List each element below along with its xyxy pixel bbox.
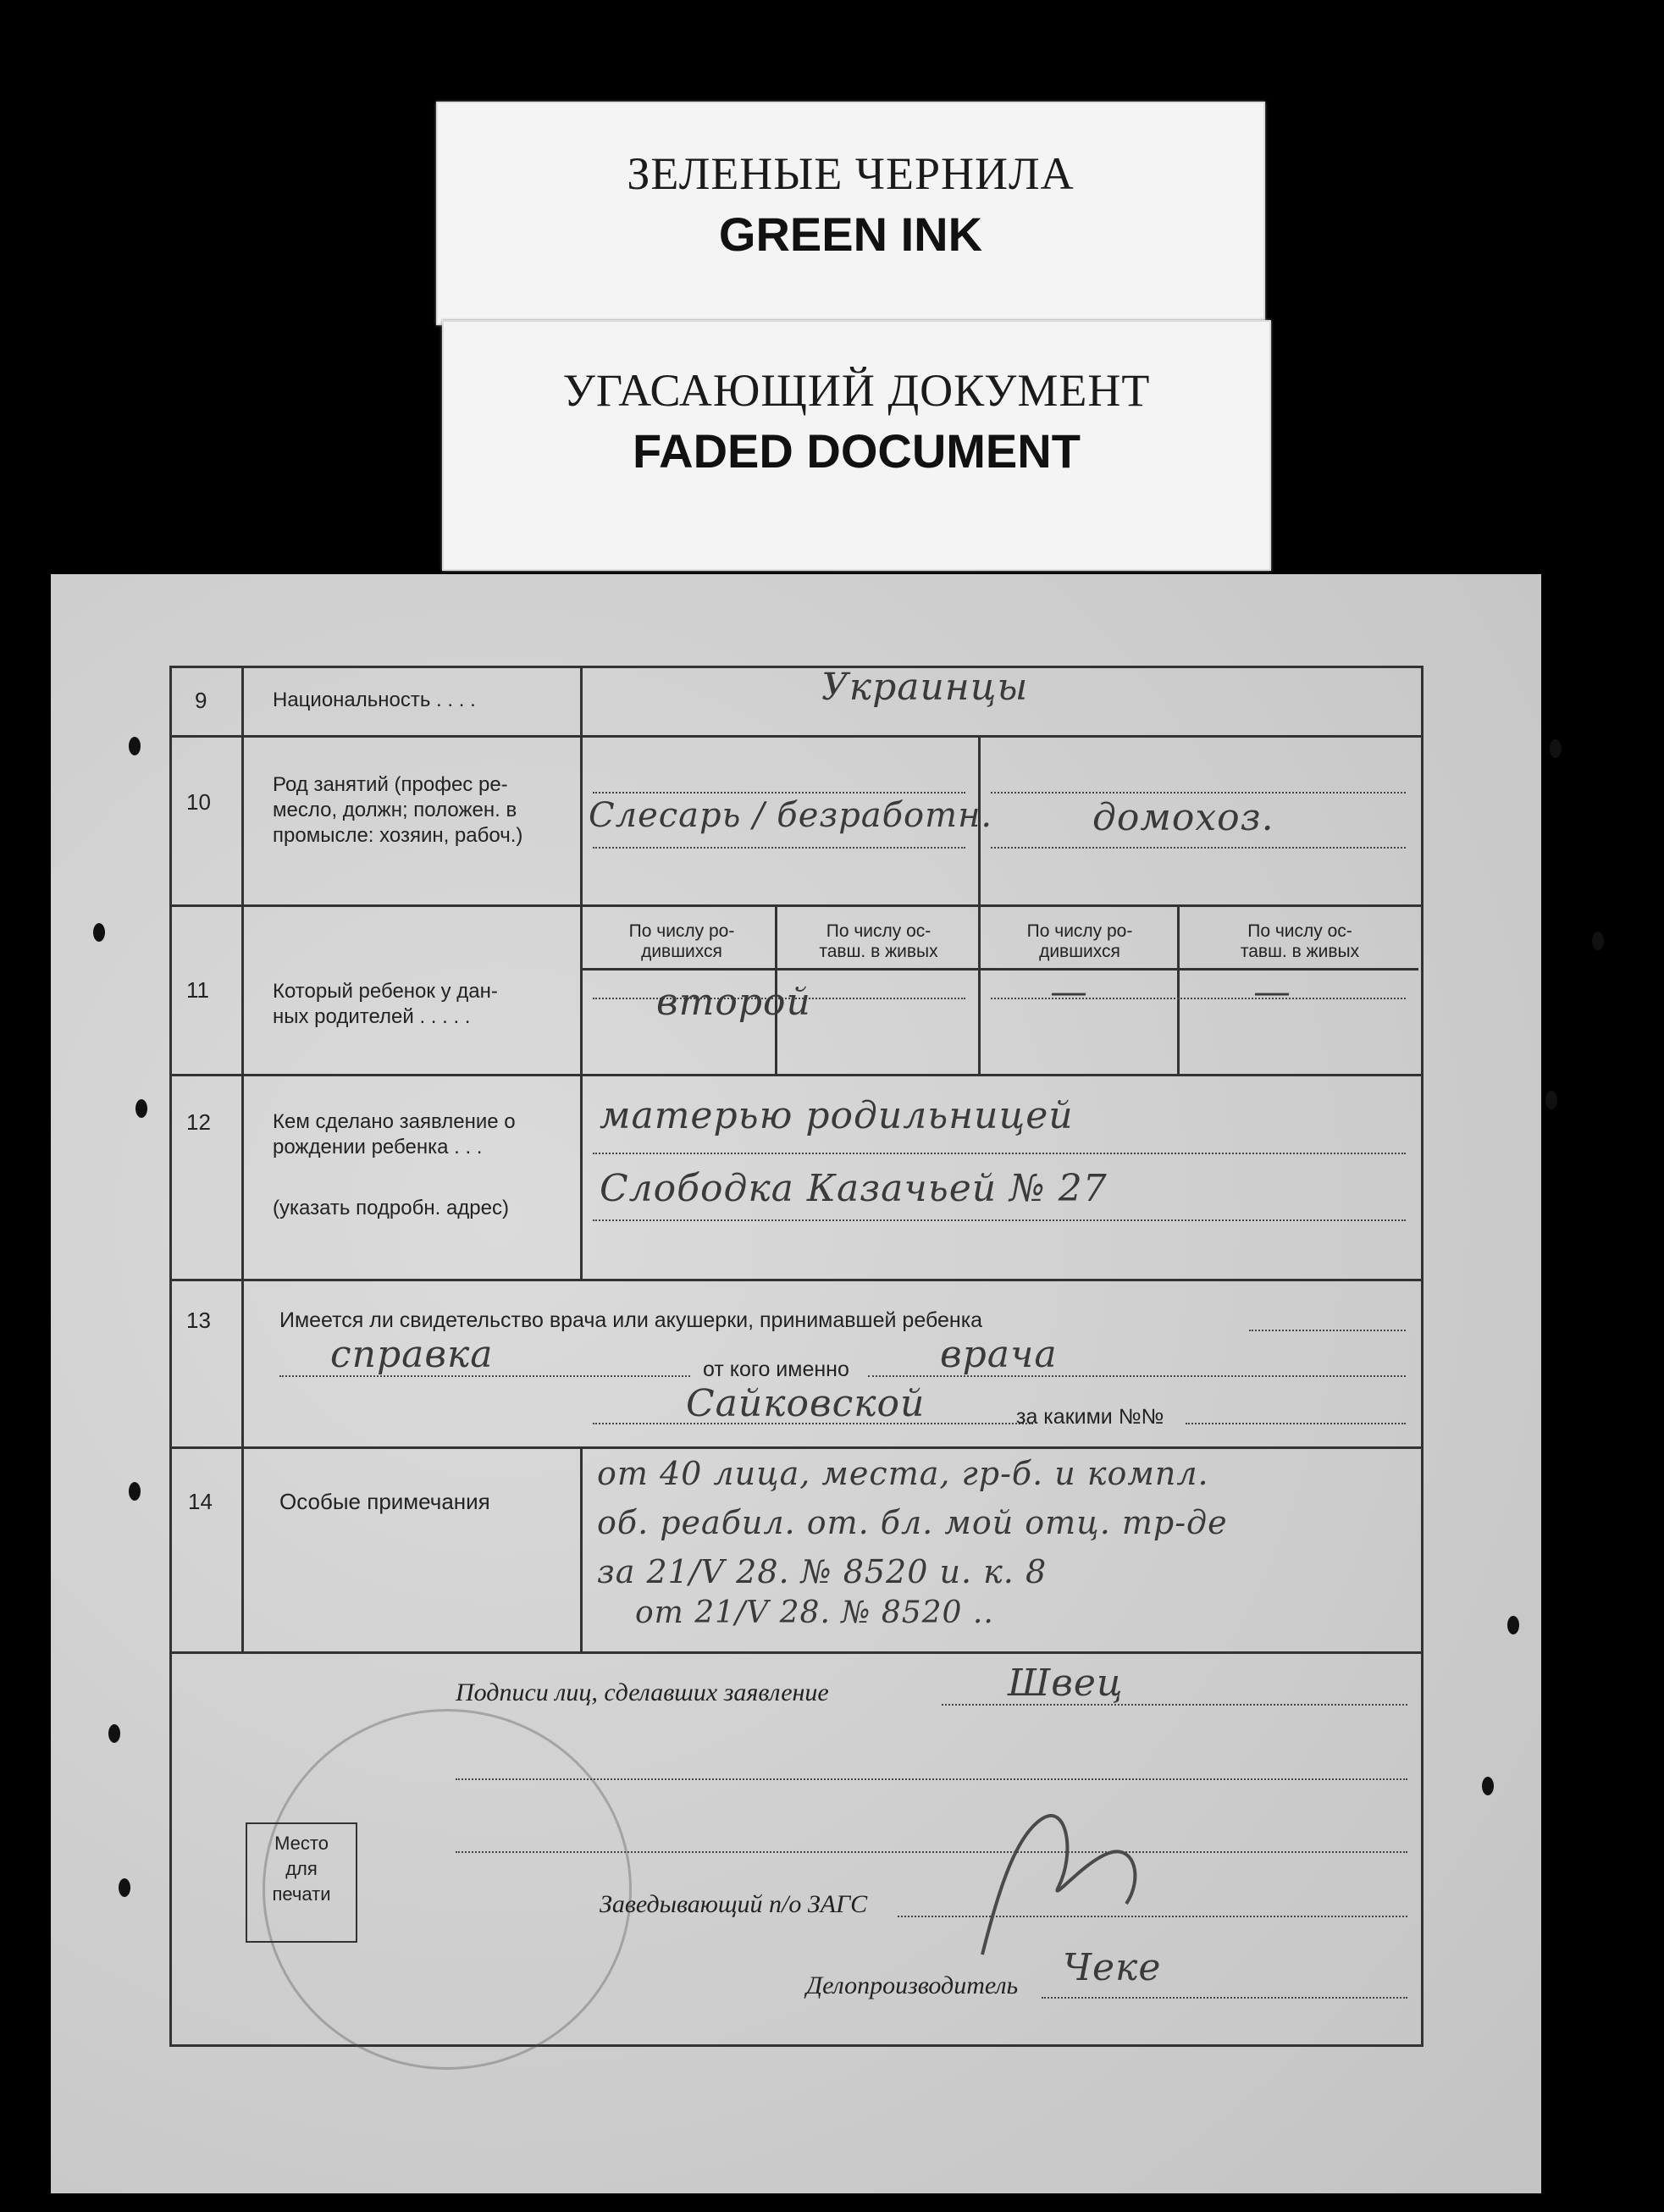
dotted-line <box>593 847 965 849</box>
column-divider <box>580 666 583 1280</box>
child-order-dash-1: — <box>1050 971 1088 1014</box>
nationality-value: Украинцы <box>821 666 1029 709</box>
occupation-label-3: промысле: хозяин, рабоч.) <box>273 824 523 847</box>
col-born-mother: По числу ро- дившихся <box>1026 921 1133 961</box>
faded-en: FADED DOCUMENT <box>633 424 1081 478</box>
punch-hole <box>1592 932 1604 950</box>
dotted-line <box>991 847 1406 849</box>
declarant-value-1: матерью родильницей <box>600 1094 1074 1137</box>
row-divider <box>169 735 1421 738</box>
row-11-number: 11 <box>186 977 209 1003</box>
row-9-number: 9 <box>195 688 207 713</box>
occupation-label-1: Род занятий (профес ре- <box>273 773 508 796</box>
from-whom-label: от кого именно <box>703 1358 849 1381</box>
declarant-label-3: (указать подробн. адрес) <box>273 1197 509 1219</box>
child-order-label-2: ных родителей . . . . . <box>273 1005 471 1028</box>
faded-document-slip <box>442 320 1271 571</box>
row-divider <box>169 904 1421 907</box>
column-divider <box>1177 904 1180 1074</box>
declarant-label-1: Кем сделано заявление о <box>273 1110 516 1133</box>
punch-hole <box>1550 739 1562 758</box>
punch-hole <box>108 1724 120 1743</box>
faded-ru: УГАСАЮЩИЙ ДОКУМЕНТ <box>562 365 1151 416</box>
punch-hole <box>1507 1616 1519 1634</box>
dotted-line <box>1186 1423 1406 1424</box>
col-alive-father: По числу ос- тавш. в живых <box>819 921 938 961</box>
punch-hole <box>93 923 105 942</box>
row-12-number: 12 <box>186 1109 211 1135</box>
row-divider <box>169 1074 1421 1076</box>
stamp-place-box <box>246 1822 357 1943</box>
nationality-label: Национальность . . . . <box>273 688 476 711</box>
dotted-line <box>1042 1997 1407 1999</box>
occupation-father-value: Слесарь / безработн. <box>589 796 993 835</box>
stamp-place-line: для <box>285 1858 318 1879</box>
clerk-label: Делопроизводитель <box>806 1971 1019 1999</box>
col-born-father: По числу ро- дившихся <box>628 921 735 961</box>
signatures-label: Подписи лиц, сделавших заявление <box>456 1678 829 1706</box>
declarant-label-2: рождении ребенка . . . <box>273 1136 483 1159</box>
remarks-label: Особые примечания <box>279 1489 490 1514</box>
registrar-label: Заведывающий п/о ЗАГС <box>600 1890 868 1918</box>
row-divider <box>169 1446 1421 1449</box>
row-divider <box>169 1279 1421 1281</box>
column-divider <box>580 1446 583 1652</box>
punch-hole <box>119 1878 130 1897</box>
column-header-divider <box>580 968 1418 971</box>
midwife-name-value: Сайковской <box>686 1382 926 1425</box>
from-whom-value: врача <box>940 1333 1058 1376</box>
punch-hole <box>129 737 141 755</box>
remarks-value-3: за 21/V 28. № 8520 и. к. 8 <box>597 1553 1048 1590</box>
punch-hole <box>129 1482 141 1501</box>
dotted-line <box>593 1153 1406 1154</box>
row-10-number: 10 <box>186 789 211 815</box>
punch-hole <box>1545 1091 1557 1109</box>
row-13-number: 13 <box>186 1308 211 1333</box>
green-ink-en: GREEN INK <box>718 207 983 261</box>
green-ink-slip <box>436 102 1265 325</box>
child-order-value: второй <box>656 981 811 1024</box>
green-ink-ru: ЗЕЛЕНЫЕ ЧЕРНИЛА <box>627 148 1075 199</box>
clerk-signature: Чеке <box>1063 1946 1162 1989</box>
remarks-value-4: от 21/V 28. № 8520 .. <box>635 1595 994 1630</box>
column-divider <box>241 666 244 1652</box>
registrar-signature-scrawl <box>965 1785 1160 1980</box>
punch-hole <box>1482 1777 1494 1795</box>
occupation-mother-value: домохоз. <box>1092 796 1274 839</box>
occupation-label-2: месло, должн; положен. в <box>273 799 517 821</box>
row-divider <box>169 1651 1421 1654</box>
dotted-line <box>593 1219 1406 1221</box>
dotted-line <box>1249 1330 1406 1331</box>
remarks-value-1: от 40 лица, места, гр-б. и компл. <box>597 1455 1209 1492</box>
declarant-value-2: Слободка Казачьей № 27 <box>600 1167 1108 1210</box>
column-divider <box>978 735 981 1074</box>
remarks-value-2: об. реабил. от. бл. мой отц. тр-де <box>597 1504 1228 1541</box>
certificate-question: Имеется ли свидетельство врача или акушерки, принимавшей ребенка <box>279 1308 983 1332</box>
which-numbers-label: за какими №№ <box>1016 1405 1164 1429</box>
dotted-line <box>593 792 965 794</box>
child-order-dash-2: — <box>1253 971 1291 1014</box>
row-14-number: 14 <box>188 1489 213 1514</box>
dotted-line <box>456 1778 1407 1780</box>
certificate-value: справка <box>330 1333 494 1376</box>
col-alive-mother: По числу ос- тавш. в живых <box>1240 921 1360 961</box>
child-order-label-1: Который ребенок у дан- <box>273 980 498 1003</box>
registry-page <box>51 574 1541 2193</box>
declarant-signature: Швец <box>1008 1662 1124 1705</box>
stamp-place-line: Место <box>274 1833 329 1854</box>
stamp-place-line: печати <box>272 1883 331 1905</box>
dotted-line <box>991 792 1406 794</box>
punch-hole <box>135 1099 147 1118</box>
